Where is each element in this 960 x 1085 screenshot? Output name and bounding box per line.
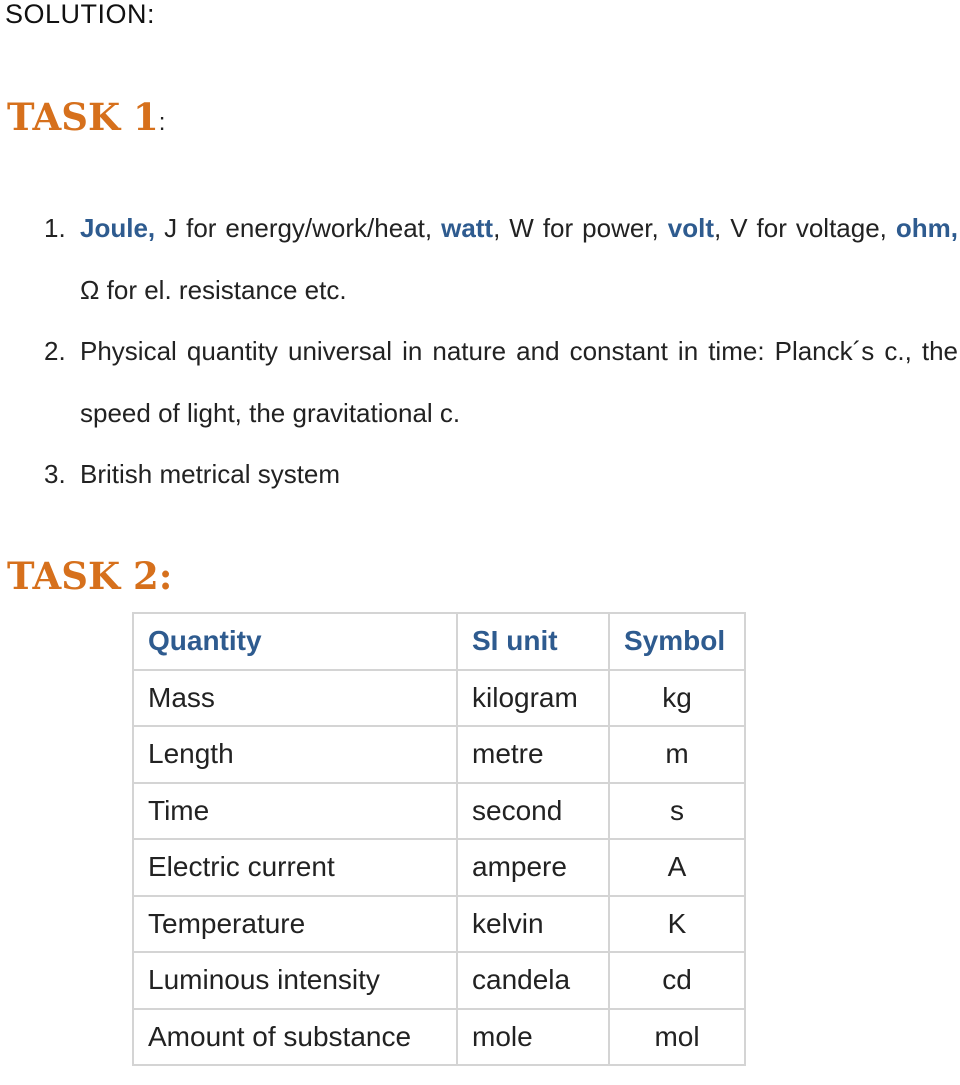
cell-unit: kelvin — [457, 896, 609, 953]
keyword-watt: watt — [441, 213, 494, 243]
cell-unit: mole — [457, 1009, 609, 1066]
cell-symbol: m — [609, 726, 745, 783]
table-row — [133, 783, 745, 840]
table-row — [133, 896, 745, 953]
cell-unit: kilogram — [457, 670, 609, 727]
task-1-heading — [7, 95, 165, 145]
keyword-volt: volt — [667, 213, 714, 243]
table-row — [133, 839, 745, 896]
keyword-ohm: ohm, — [895, 213, 959, 243]
answer-1 — [0, 198, 960, 321]
cell-unit: second — [457, 783, 609, 840]
answer-3-text: British metrical system — [80, 459, 341, 489]
cell-quantity: Mass — [133, 670, 457, 727]
answer-1-text-c: , V for voltage, — [713, 213, 896, 243]
cell-symbol: mol — [609, 1009, 745, 1066]
cell-quantity: Time — [133, 783, 457, 840]
answer-1-text-b: , W for power, — [493, 213, 668, 243]
cell-unit: candela — [457, 952, 609, 1009]
task-1-colon: : — [158, 109, 166, 136]
header-quantity: Quantity — [133, 613, 457, 670]
answer-1-text-d: Ω for el. resistance etc. — [80, 274, 347, 305]
cell-unit: metre — [457, 726, 609, 783]
answer-2 — [0, 321, 960, 444]
cell-quantity: Luminous intensity — [133, 952, 457, 1009]
cell-quantity: Temperature — [133, 896, 457, 953]
task-2-heading: TASK 2: — [7, 554, 173, 598]
keyword-joule: Joule, — [80, 213, 156, 243]
task-1-answers — [0, 198, 960, 505]
answer-3-number: 3. — [44, 459, 66, 489]
header-si-unit: SI unit — [457, 613, 609, 670]
cell-symbol: kg — [609, 670, 745, 727]
cell-unit: ampere — [457, 839, 609, 896]
answer-1-text-a: J for energy/work/heat, — [155, 213, 442, 243]
header-symbol: Symbol — [609, 613, 745, 670]
si-units-table — [132, 612, 746, 1066]
cell-symbol: cd — [609, 952, 745, 1009]
table-row — [133, 952, 745, 1009]
cell-quantity: Electric current — [133, 839, 457, 896]
answer-3 — [0, 444, 960, 505]
cell-quantity: Length — [133, 726, 457, 783]
answer-2-number: 2. — [44, 336, 66, 366]
cell-symbol: A — [609, 839, 745, 896]
task-1-title: TASK 1 — [7, 95, 159, 139]
answer-2-text: Physical quantity universal in nature and constant in time: Planck´s c., the speed of light, the gravitational c. — [80, 336, 958, 428]
table-header-row — [133, 613, 745, 670]
cell-symbol: s — [609, 783, 745, 840]
table-row — [133, 726, 745, 783]
solution-heading: SOLUTION: — [5, 0, 156, 29]
table-row — [133, 1009, 745, 1066]
cell-quantity: Amount of substance — [133, 1009, 457, 1066]
cell-symbol: K — [609, 896, 745, 953]
table-row — [133, 670, 745, 727]
answer-1-number: 1. — [44, 213, 66, 243]
